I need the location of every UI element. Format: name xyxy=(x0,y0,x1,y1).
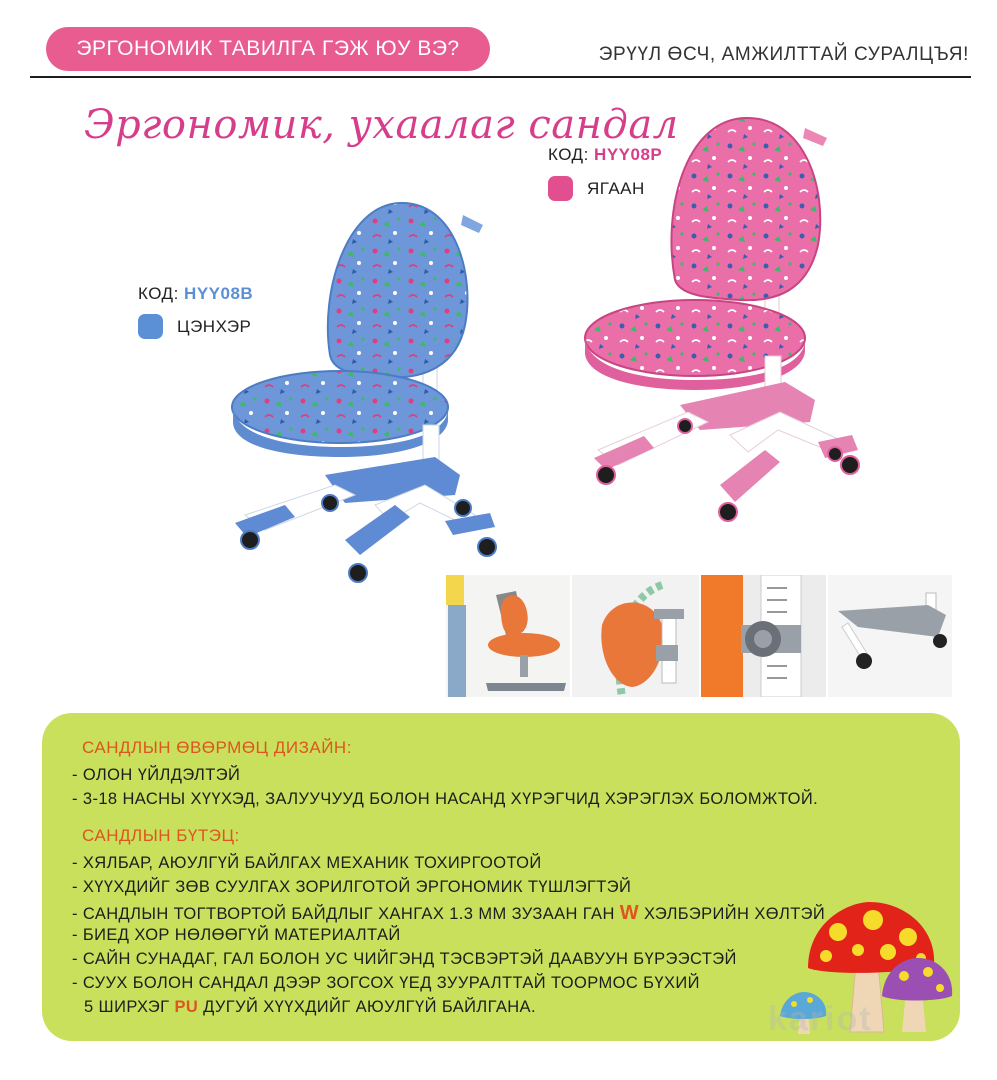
structure-title: САНДЛЫН БҮТЭЦ: xyxy=(82,826,240,845)
wheels-text-pre: 5 ШИРХЭГ xyxy=(84,998,175,1016)
color-swatch xyxy=(138,314,163,339)
photo-backrest-height xyxy=(572,575,699,697)
photo-height-lock-knob xyxy=(701,575,827,697)
structure-item: - САЙН СУНАДАГ, ГАЛ БОЛОН УС ЧИЙГЭНД ТЭСВЭРТЭЙ ДААВУУН БҮРЭЭСТЭЙ xyxy=(72,950,737,968)
code-value: HYY08P xyxy=(594,145,663,164)
color-name: ЦЭНХЭР xyxy=(177,316,252,336)
color-name: ЯГААН xyxy=(587,178,645,198)
page-title: Эргономик, ухаалаг сандал xyxy=(84,102,679,148)
steel-text-post: ХЭЛБЭРИЙН ХӨЛТЭЙ xyxy=(639,905,826,923)
structure-item-wheels xyxy=(84,998,536,1017)
header-pill-text: ЭРГОНОМИК ТАВИЛГА ГЭЖ ЮУ ВЭ? xyxy=(76,37,460,60)
structure-item: - ХҮҮХДИЙГ ЗӨВ СУУЛГАХ ЗОРИЛГОТОЙ ЭРГОНОМИК ТҮШЛЭГТЭЙ xyxy=(72,878,632,896)
watermark: kariot xyxy=(768,1000,873,1038)
structure-item: - БИЕД ХОР НӨЛӨӨГҮЙ МАТЕРИАЛТАЙ xyxy=(72,926,401,944)
photo-child-adjusting xyxy=(446,575,570,697)
pink-chair-image xyxy=(580,110,870,530)
features-title: САНДЛЫН ӨВӨРМӨЦ ДИЗАЙН: xyxy=(82,738,352,757)
blue-chair-image xyxy=(225,185,510,585)
feature-photo-strip xyxy=(446,575,952,697)
wheels-text-post: ДУГУЙ ХҮҮХДИЙГ АЮУЛГҮЙ БАЙЛГАНА. xyxy=(198,998,536,1016)
code-value: HYY08B xyxy=(184,284,254,303)
photo-w-leg-wheels xyxy=(828,575,952,697)
header-pill xyxy=(46,27,490,71)
header-slogan: ЭРҮҮЛ ӨСЧ, АМЖИЛТТАЙ СУРАЛЦЪЯ! xyxy=(598,44,969,65)
feature-item: - ОЛОН ҮЙЛДЭЛТЭЙ xyxy=(72,766,241,784)
structure-item: - ХЯЛБАР, АЮУЛГҮЙ БАЙЛГАХ МЕХАНИК ТОХИРГООТОЙ xyxy=(72,854,542,872)
header-divider xyxy=(30,76,971,78)
steel-text-pre: - САНДЛЫН ТОГТВОРТОЙ БАЙДЛЫГ ХАНГАХ 1.3 ММ ЗУЗААН ГАН xyxy=(72,905,620,923)
code-label: КОД: xyxy=(138,284,179,303)
structure-item: - СУУХ БОЛОН САНДАЛ ДЭЭР ЗОГСОХ ҮЕД ЗУУРАЛТТАЙ ТООРМОС БҮХИЙ xyxy=(72,974,700,992)
structure-item-steel-legs xyxy=(72,902,825,925)
color-swatch xyxy=(548,176,573,201)
feature-item: - 3-18 НАСНЫ ХҮҮХЭД, ЗАЛУУЧУУД БОЛОН НАСАНД ХҮРЭГЧИД ХЭРЭГЛЭХ БОЛОМЖТОЙ. xyxy=(72,790,819,808)
wheels-highlight: PU xyxy=(174,998,199,1016)
steel-highlight: W xyxy=(619,902,640,924)
code-label: КОД: xyxy=(548,145,589,164)
